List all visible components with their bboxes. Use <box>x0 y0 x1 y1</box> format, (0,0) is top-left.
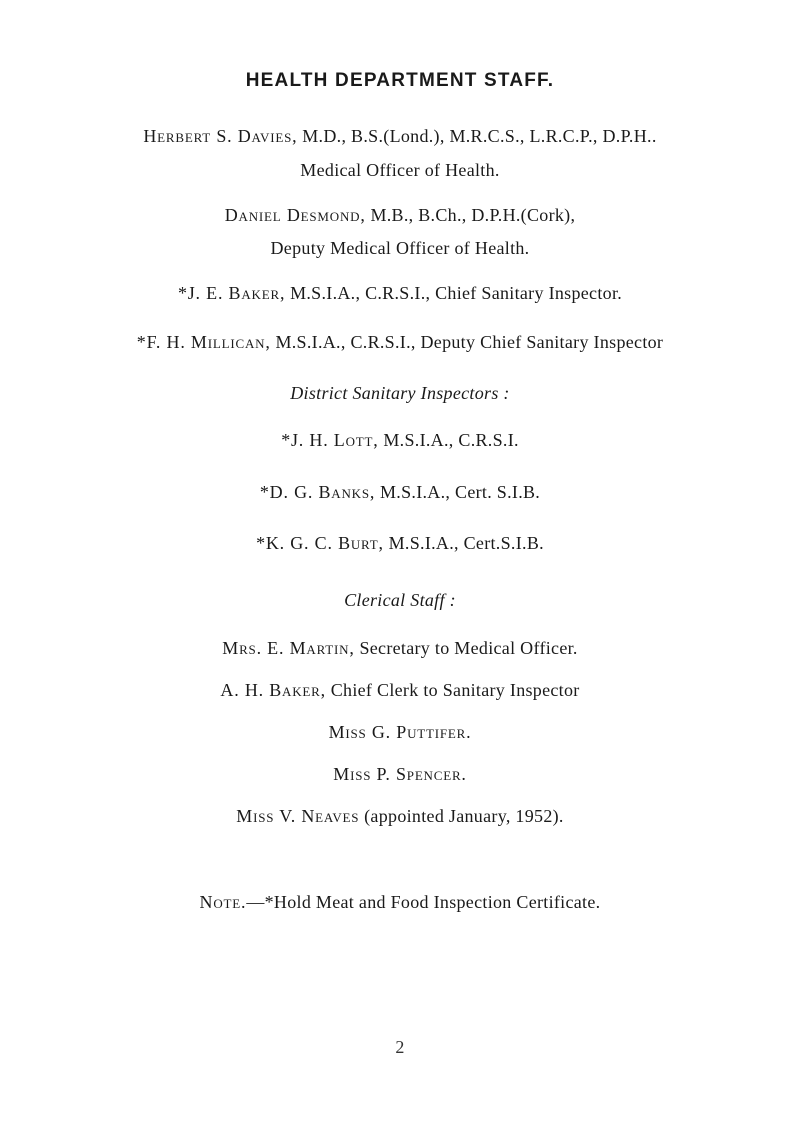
clerical-staff-name: Mrs. E. Martin, <box>222 638 355 658</box>
district-inspector-name: *K. G. C. Burt, <box>256 533 384 553</box>
clerical-staff-row <box>0 722 800 743</box>
footnote-label: Note. <box>199 892 247 912</box>
clerical-staff-name: Miss P. Spencer. <box>333 764 467 784</box>
page-title: HEALTH DEPARTMENT STAFF. <box>245 70 555 91</box>
clerical-staff-heading: Clerical Staff : <box>344 590 456 610</box>
chief-sanitary-inspector-line <box>0 283 800 304</box>
footnote-text: —*Hold Meat and Food Inspection Certificate. <box>246 892 601 912</box>
district-inspector-details: M.S.I.A., Cert. S.I.B. <box>380 482 541 502</box>
medical-officer-role: Medical Officer of Health. <box>300 160 500 180</box>
chief-sanitary-inspector-details: M.S.I.A., C.R.S.I., Chief Sanitary Inspector. <box>290 283 623 303</box>
district-inspector-name: *D. G. Banks, <box>259 482 376 502</box>
footnote <box>0 892 800 913</box>
clerical-staff-name: A. H. Baker, <box>220 680 326 700</box>
district-inspector-row <box>0 430 800 451</box>
clerical-staff-row <box>0 638 800 659</box>
deputy-medical-officer-qualifications: M.B., B.Ch., D.P.H.(Cork), <box>370 205 576 225</box>
district-inspector-row <box>0 533 800 554</box>
district-inspectors-heading: District Sanitary Inspectors : <box>290 383 510 403</box>
deputy-medical-officer-line <box>0 205 800 226</box>
medical-officer-line <box>0 126 800 147</box>
deputy-medical-officer-role: Deputy Medical Officer of Health. <box>270 238 530 258</box>
deputy-medical-officer-name: Daniel Desmond, <box>224 205 366 225</box>
medical-officer-qualifications: M.D., B.S.(Lond.), M.R.C.S., L.R.C.P., D.P.H.. <box>302 126 657 146</box>
district-inspector-details: M.S.I.A., Cert.S.I.B. <box>388 533 544 553</box>
clerical-staff-row <box>0 764 800 785</box>
clerical-staff-details: (appointed January, 1952). <box>364 806 564 826</box>
deputy-chief-inspector-name: *F. H. Millican, <box>136 332 271 352</box>
district-inspector-row <box>0 482 800 503</box>
clerical-staff-details: Chief Clerk to Sanitary Inspector <box>330 680 580 700</box>
district-inspector-details: M.S.I.A., C.R.S.I. <box>383 430 519 450</box>
clerical-staff-name: Miss V. Neaves <box>236 806 360 826</box>
clerical-staff-row <box>0 806 800 827</box>
deputy-chief-inspector-line <box>0 332 800 353</box>
deputy-chief-inspector-details: M.S.I.A., C.R.S.I., Deputy Chief Sanitary Inspector <box>275 332 664 352</box>
district-inspector-name: *J. H. Lott, <box>281 430 379 450</box>
clerical-staff-row <box>0 680 800 701</box>
page-number: 2 <box>395 1037 405 1057</box>
clerical-staff-details: Secretary to Medical Officer. <box>359 638 578 658</box>
chief-sanitary-inspector-name: *J. E. Baker, <box>177 283 286 303</box>
medical-officer-name: Herbert S. Davies, <box>143 126 298 146</box>
clerical-staff-name: Miss G. Puttifer. <box>328 722 472 742</box>
